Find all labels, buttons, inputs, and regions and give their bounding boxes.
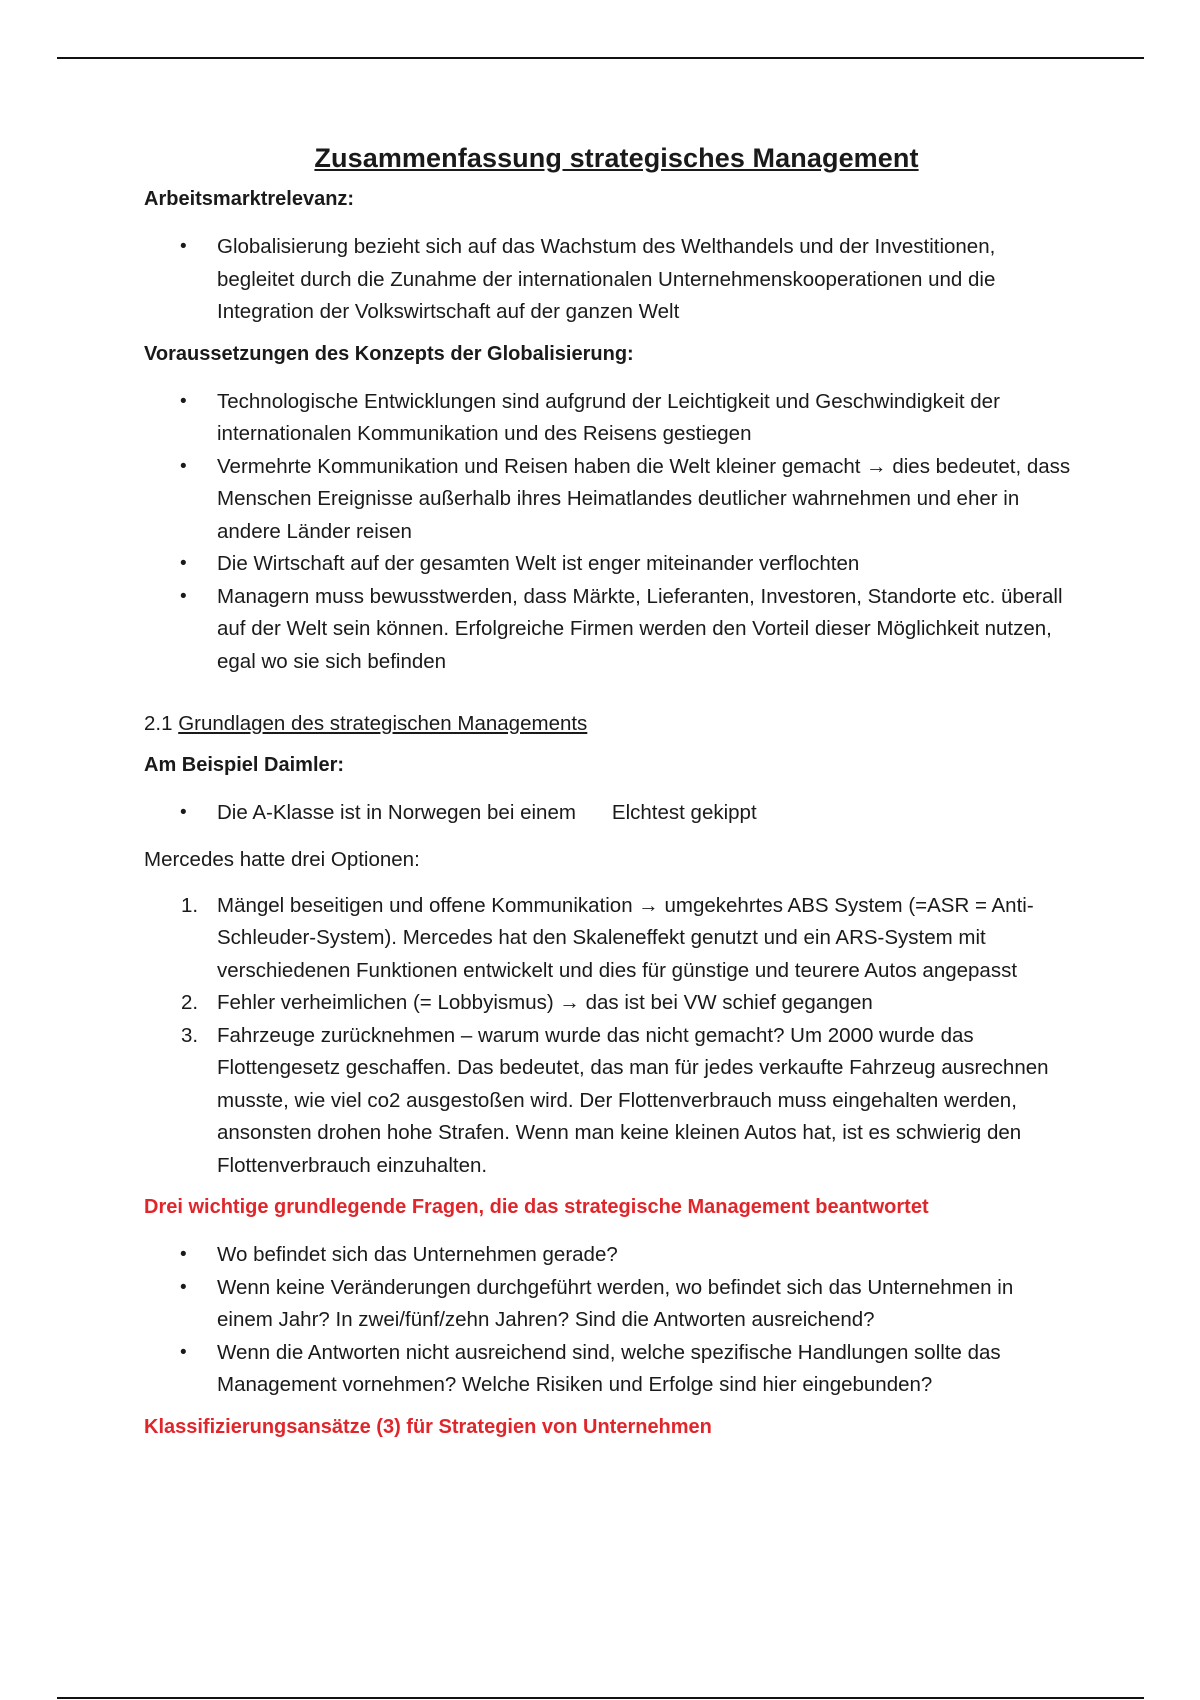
list-voraussetzungen <box>144 386 1074 679</box>
section-title-grundlagen: 2.1 Grundlagen des strategischen Managements <box>144 712 588 735</box>
bullet-icon: • <box>180 1276 187 1298</box>
bullet-icon: • <box>180 390 187 412</box>
list-item: • Wenn die Antworten nicht ausreichend sind, welche spezifische Handlungen sollte das Management vornehmen? Welche Risiken und Erfolge sind hier eingebunden? <box>144 1337 1074 1402</box>
bullet-icon: • <box>180 1341 187 1363</box>
bottom-rule <box>57 1697 1144 1699</box>
list-optionen <box>144 890 1074 1183</box>
list-item: 2. Fehler verheimlichen (= Lobbyismus) → das ist bei VW schief gegangen <box>144 987 1074 1020</box>
list-item: • Vermehrte Kommunikation und Reisen haben die Welt kleiner gemacht → dies bedeutet, dass Menschen Ereignisse außerhalb ihres Heimatlandes deutlicher wahrnehmen und eher in andere Länder reisen <box>144 451 1074 549</box>
bullet-icon: • <box>180 236 187 257</box>
list-item: • Globalisierung bezieht sich auf das Wachstum des Welthandels und der Investitionen, begleitet durch die Zunahme der internationalen Unternehmenskooperationen und die Integration der Volkswirtschaft auf der ganzen Welt <box>144 231 1074 329</box>
bullet-icon: • <box>180 802 187 823</box>
heading-voraussetzungen: Voraussetzungen des Konzepts der Globalisierung: <box>144 342 634 365</box>
page-title: Zusammenfassung strategisches Management <box>314 143 919 173</box>
bullet-icon: • <box>180 455 187 477</box>
heading-drei-fragen: Drei wichtige grundlegende Fragen, die das strategische Management beantwortet <box>144 1196 929 1218</box>
heading-klassifizierungsansaetze: Klassifizierungsansätze (3) für Strategien von Unternehmen <box>144 1415 712 1438</box>
list-item: • Technologische Entwicklungen sind aufgrund der Leichtigkeit und Geschwindigkeit der internationalen Kommunikation und des Reisens gestiegen <box>144 386 1074 451</box>
list-drei-fragen <box>144 1239 1074 1402</box>
options-intro: Mercedes hatte drei Optionen: <box>144 847 420 871</box>
bullet-icon: • <box>180 553 187 574</box>
list-item: • Die Wirtschaft auf der gesamten Welt ist enger miteinander verflochten <box>144 548 1074 581</box>
list-item: • Managern muss bewusstwerden, dass Märkte, Lieferanten, Investoren, Standorte etc. überall auf der Welt sein können. Erfolgreiche Firmen werden den Vorteil dieser Möglichkeit nutzen, egal wo sie sich befinden <box>144 581 1074 679</box>
bullet-icon: • <box>180 1244 187 1265</box>
list-beispiel-daimler <box>144 797 1074 830</box>
number-marker: 3. <box>181 1023 199 1047</box>
list-item: • Wenn keine Veränderungen durchgeführt werden, wo befindet sich das Unternehmen in einem Jahr? In zwei/fünf/zehn Jahren? Sind die Antworten ausreichend? <box>144 1272 1074 1337</box>
heading-beispiel-daimler: Am Beispiel Daimler: <box>144 754 345 776</box>
list-item: 3. Fahrzeuge zurücknehmen – warum wurde das nicht gemacht? Um 2000 wurde das Flottengesetz geschaffen. Das bedeutet, das man für jedes verkaufte Fahrzeug ausrechnen musste, wie viel co2 ausgestoßen wird. Der Flottenverbrauch muss eingehalten werden, ansonsten drohen hohe Strafen. Wenn man keine kleinen Autos hat, ist es schwierig den Flottenverbrauch einzuhalten. <box>144 1020 1074 1183</box>
list-item: • Die A-Klasse ist in Norwegen bei einem Elchtest gekippt <box>144 797 1074 830</box>
list-arbeitsmarktrelevanz <box>144 231 1074 329</box>
list-item: 1. Mängel beseitigen und offene Kommunikation → umgekehrtes ABS System (=ASR = Anti-Schleuder-System). Mercedes hat den Skaleneffekt genutzt und ein ARS-System mit verschiedenen Funktionen entwickelt und dies für günstige und teurere Autos angepasst <box>144 890 1074 988</box>
number-marker: 2. <box>181 991 199 1014</box>
bullet-icon: • <box>180 585 187 607</box>
document-body <box>144 143 1074 1459</box>
heading-arbeitsmarktrelevanz: Arbeitsmarktrelevanz: <box>144 188 355 210</box>
number-marker: 1. <box>181 893 199 917</box>
list-item: • Wo befindet sich das Unternehmen gerade? <box>144 1239 1074 1272</box>
top-rule <box>57 57 1144 59</box>
